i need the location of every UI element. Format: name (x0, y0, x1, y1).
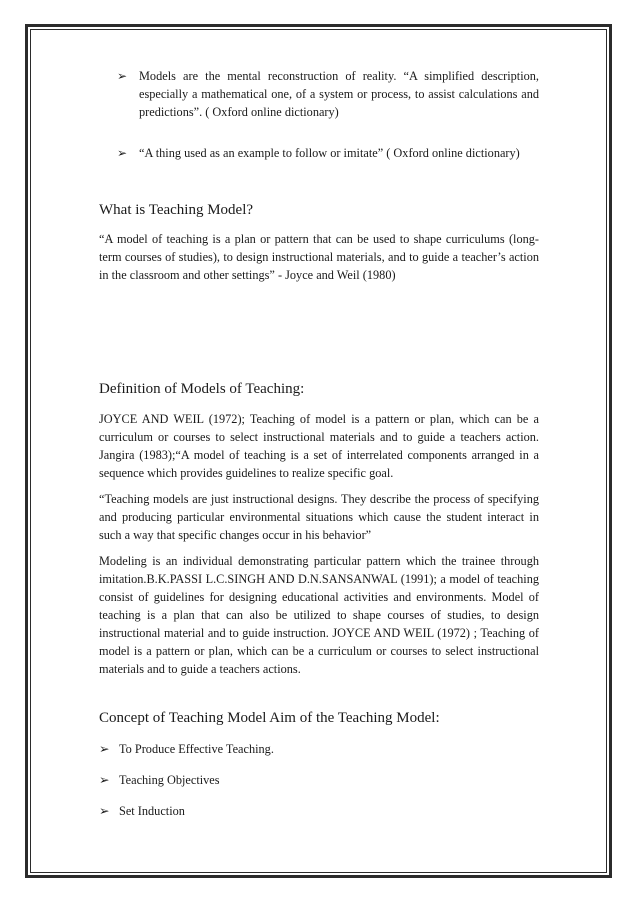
arrow-bullet-icon: ➢ (99, 773, 110, 787)
paragraph: “A model of teaching is a plan or pattern that can be used to shape curriculums (long-term courses of studies), to design instructional materials, and to guide a teacher’s action in the classroom and other settings” - Joyce and Weil (1980) (99, 232, 539, 282)
section-heading: Concept of Teaching Model Aim of the Teaching Model: (99, 710, 440, 726)
list-item (99, 144, 539, 162)
list-item-text: To Produce Effective Teaching. (119, 742, 274, 756)
paragraph: JOYCE AND WEIL (1972); Teaching of model is a pattern or plan, which can be a curriculum or courses to select instructional materials and to guide a teachers action. Jangira (1983);“A model of teaching is a set of interrelated components arranged in a sequence which provides guidelines to realize specific goal. (99, 412, 539, 480)
arrow-bullet-icon: ➢ (99, 742, 110, 756)
section-heading: What is Teaching Model? (99, 202, 254, 218)
list-item-text: Set Induction (119, 804, 185, 818)
list-item (99, 67, 539, 121)
list-item-text: Teaching Objectives (119, 773, 220, 787)
bullet-text: “A thing used as an example to follow or imitate” ( Oxford online dictionary) (139, 146, 520, 160)
paragraph: Modeling is an individual demonstrating particular pattern which the trainee through imitation.B.K.PASSI L.C.SINGH AND D.N.SANSANWAL (1991); a model of teaching consist of guidelines for designing educational activities and environments. Model of teaching is a plan that can also be utilized to shape courses of studies, to design instructional material and to guide instruction. JOYCE AND WEIL (1972) ; Teaching of model is a pattern or plan, which can be a curriculum or courses to select instructional materials and to guide a teachers actions. (99, 554, 539, 676)
arrow-bullet-icon: ➢ (99, 804, 110, 818)
arrow-bullet-icon: ➢ (117, 146, 128, 160)
section-heading: Definition of Models of Teaching: (99, 381, 305, 397)
arrow-bullet-icon: ➢ (117, 69, 128, 83)
bullet-text: Models are the mental reconstruction of reality. “A simplified description, especially a mathematical one, of a system or process, to assist calculations and predictions”. ( Oxford online dictionary) (139, 69, 539, 119)
paragraph: “Teaching models are just instructional designs. They describe the process of specifying and producing particular environmental situations which cause the student interact in such a way that specific changes occur in his behavior” (99, 492, 539, 542)
